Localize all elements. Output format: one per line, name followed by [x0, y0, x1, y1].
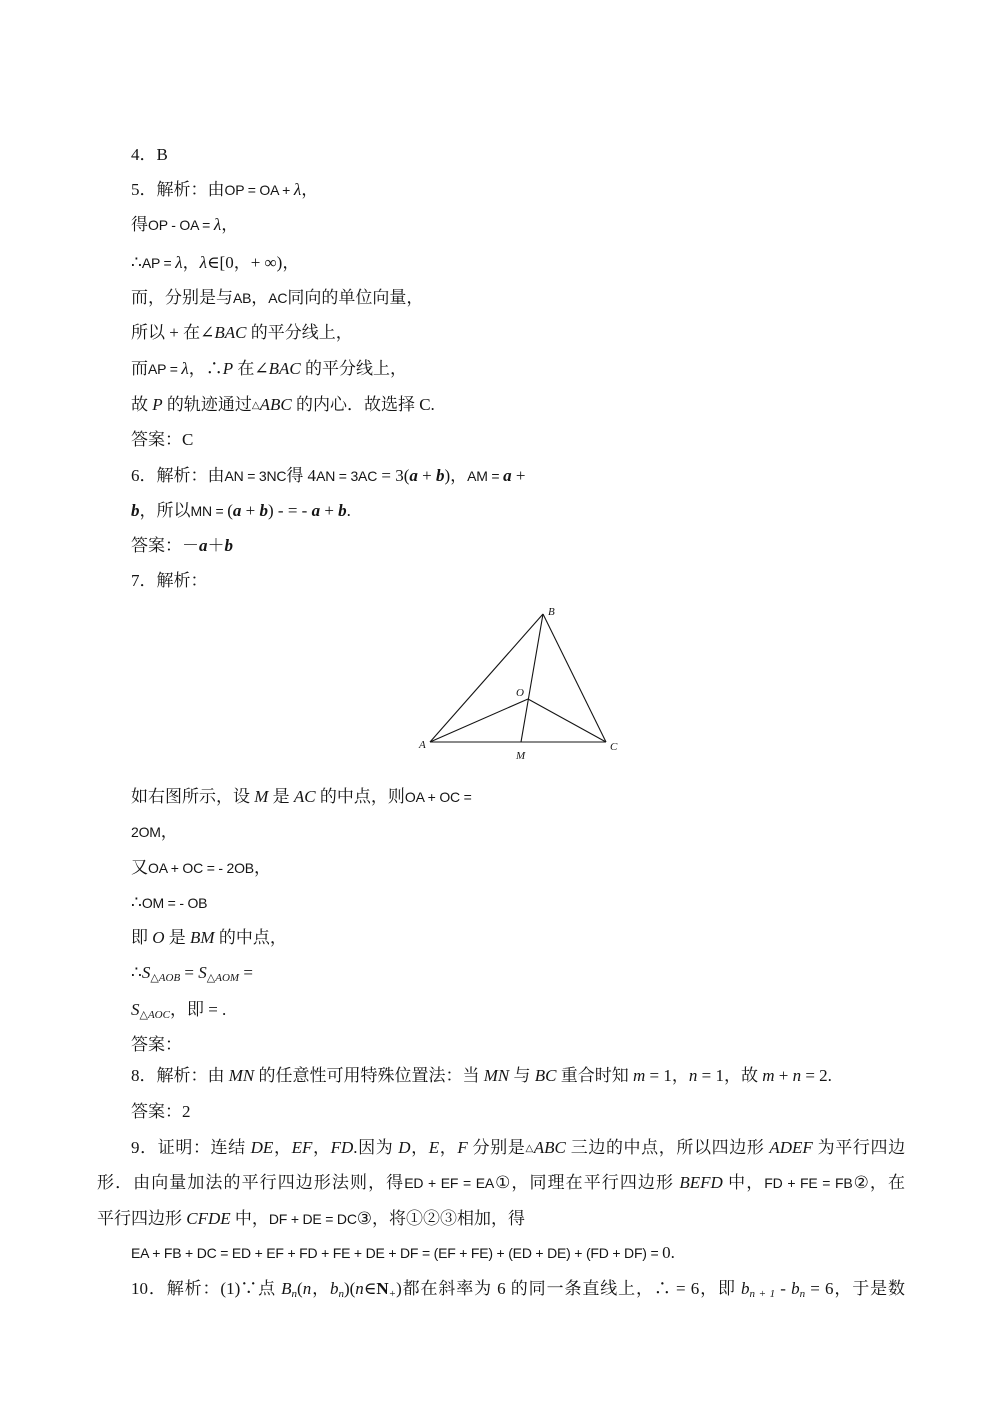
- text-run: 中，: [722, 1173, 765, 1192]
- text-run: 答案：C: [131, 430, 194, 449]
- text-run: △: [525, 1143, 534, 1154]
- text-run: ABC: [533, 1138, 566, 1157]
- text-run: ，∴: [188, 359, 223, 378]
- text-run: = 1，: [645, 1066, 689, 1085]
- text-run: 中，: [230, 1209, 269, 1228]
- text-run: BM: [190, 928, 215, 947]
- text-run: λ: [213, 215, 222, 234]
- text-run: .因为: [353, 1138, 399, 1157]
- text-run: n: [355, 1279, 364, 1298]
- text-run: E: [428, 1138, 440, 1157]
- text-run: λ: [181, 359, 189, 378]
- text-run: ，: [221, 215, 239, 234]
- text-run: ，: [301, 180, 319, 199]
- text-run: 而: [131, 359, 148, 378]
- solution-q7-heading: [131, 569, 208, 593]
- text-run: = 3(: [377, 466, 410, 485]
- text-run: 所以 + 在∠: [131, 323, 215, 342]
- text-run: +: [320, 501, 339, 520]
- text-run: b: [338, 501, 347, 520]
- text-run: a: [199, 536, 208, 555]
- text-run: a: [503, 466, 512, 485]
- solution-q5-line-4: [131, 286, 423, 310]
- text-run: ∴: [131, 253, 142, 272]
- text-run: b: [329, 1279, 339, 1298]
- text-run: AN = 3AC: [316, 468, 378, 484]
- text-run: EA + FB + DC = ED + EF + FD + FE + DE + DF = (EF + FE) + (ED + DE) + (FD + DF) =: [131, 1245, 663, 1261]
- vertex-label-a: A: [419, 739, 426, 751]
- text-run: 三边的中点，所以四边形: [565, 1138, 770, 1157]
- text-run: △AOC: [139, 1009, 170, 1021]
- text-run: ，: [273, 1138, 292, 1157]
- proof-q9-line-2: [97, 1171, 905, 1195]
- text-run: (: [297, 1279, 303, 1298]
- text-run: AN = 3NC: [224, 468, 287, 484]
- vertex-label-c: C: [610, 741, 618, 753]
- text-run: b: [131, 501, 140, 520]
- text-run: N: [376, 1279, 389, 1298]
- text-run: = 1，故: [697, 1066, 763, 1085]
- text-run: D: [398, 1138, 411, 1157]
- segment-bm: [521, 614, 543, 742]
- text-run: OP - OA =: [148, 217, 214, 233]
- text-run: 9．证明：连结: [131, 1138, 251, 1157]
- text-run: P: [222, 359, 234, 378]
- text-run: 在∠: [233, 359, 269, 378]
- vertex-label-b: B: [548, 606, 555, 618]
- text-run: ②，在: [852, 1173, 906, 1192]
- text-run: F: [457, 1138, 468, 1157]
- text-run: ，所以: [139, 501, 191, 520]
- solution-q6-line-2: [131, 499, 351, 523]
- text-run: 的平分线上，: [246, 323, 353, 342]
- text-run: ，: [439, 1138, 458, 1157]
- solution-q7-line-3: [131, 856, 271, 880]
- vertex-label-m: M: [516, 750, 526, 762]
- answer-q7: [131, 1033, 182, 1057]
- text-run: )，: [444, 466, 468, 485]
- text-run: DF + DE = DC: [268, 1211, 357, 1227]
- triangle-figure: [415, 600, 630, 765]
- solution-q7-line-4: [131, 891, 207, 915]
- text-run: MN: [483, 1066, 510, 1085]
- text-run: 的中点，则: [315, 787, 405, 806]
- text-run: 是: [164, 928, 191, 947]
- text-run: 8．解析：由: [131, 1066, 229, 1085]
- text-run: ，: [251, 288, 269, 307]
- text-run: .: [346, 501, 351, 520]
- text-run: CFDE: [186, 1209, 231, 1228]
- text-run: a: [232, 501, 242, 520]
- text-run: 的轨迹通过: [162, 395, 252, 414]
- text-run: ＋: [207, 536, 225, 555]
- text-run: 重合时知: [556, 1066, 633, 1085]
- text-run: b: [259, 501, 268, 520]
- text-run: BC: [534, 1066, 557, 1085]
- side-bc: [543, 614, 606, 742]
- text-run: 的任意性可用特殊位置法：当: [254, 1066, 484, 1085]
- segment-oc: [528, 699, 606, 742]
- answer-q8: [131, 1100, 191, 1124]
- text-run: 10．解析：(1)∵点: [131, 1279, 282, 1298]
- text-run: ) - = -: [268, 501, 312, 520]
- text-run: 0.: [662, 1243, 675, 1262]
- vertex-label-o: O: [516, 687, 524, 699]
- text-run: ③，将①②③相加，得: [356, 1209, 525, 1228]
- text-run: -: [775, 1279, 792, 1298]
- solution-q6-line-1: [131, 464, 525, 488]
- text-run: AB: [233, 290, 252, 306]
- text-run: ∴: [131, 893, 142, 912]
- text-run: +: [388, 1288, 397, 1300]
- text-run: n: [792, 1066, 802, 1085]
- text-run: ABC: [259, 395, 292, 414]
- solution-q5-line-2: [131, 213, 238, 237]
- text-run: P: [152, 395, 163, 414]
- text-run: FD: [330, 1138, 354, 1157]
- solution-q5-line-6: [131, 357, 407, 381]
- text-run: b: [740, 1279, 750, 1298]
- text-run: b: [435, 466, 445, 485]
- text-run: n: [302, 1279, 312, 1298]
- text-run: OA + OC = - 2OB: [148, 860, 254, 876]
- text-run: O: [152, 928, 165, 947]
- text-run: AC: [268, 290, 288, 306]
- text-run: ，即 = .: [169, 1000, 227, 1019]
- text-run: 如右图所示，设: [131, 787, 255, 806]
- text-run: b: [224, 536, 233, 555]
- text-run: n: [338, 1288, 344, 1300]
- text-run: MN: [228, 1066, 255, 1085]
- text-run: ①，同理在平行四边形: [494, 1173, 680, 1192]
- text-run: n: [688, 1066, 698, 1085]
- text-run: 答案：2: [131, 1102, 191, 1121]
- text-run: 的平分线上，: [300, 359, 408, 378]
- text-run: m: [762, 1066, 775, 1085]
- text-run: OM = - OB: [141, 895, 208, 911]
- text-run: AC: [293, 787, 316, 806]
- text-run: λ: [199, 253, 207, 272]
- solution-q5-line-1: [131, 178, 318, 202]
- solution-q7-line-5: [131, 926, 287, 950]
- text-run: △: [251, 400, 260, 411]
- answer-q5: [131, 428, 193, 452]
- text-run: ，: [253, 858, 271, 877]
- solution-q7-line-2: [131, 820, 178, 844]
- text-run: λ: [175, 253, 183, 272]
- text-run: 又: [131, 858, 148, 877]
- text-run: B: [281, 1279, 292, 1298]
- text-run: a: [311, 501, 321, 520]
- text-run: =: [239, 963, 253, 982]
- text-run: DE: [250, 1138, 274, 1157]
- text-run: M: [254, 787, 269, 806]
- text-run: 7．解析：: [131, 571, 208, 590]
- solution-q5-line-3: [131, 251, 299, 275]
- text-run: ，: [410, 1138, 429, 1157]
- solution-q7-line-7: [131, 998, 226, 1022]
- text-run: 故: [131, 395, 153, 414]
- text-run: BAC: [268, 359, 301, 378]
- proof-q9-line-3: [97, 1207, 525, 1231]
- text-run: MN =: [190, 503, 228, 519]
- text-run: AP =: [148, 361, 182, 377]
- text-run: 6．解析：由: [131, 466, 225, 485]
- text-run: ∈[0，+ ∞)，: [206, 253, 300, 272]
- solution-q7-line-1: [131, 785, 472, 809]
- text-run: 得: [131, 215, 148, 234]
- text-run: OA + OC =: [404, 789, 472, 805]
- text-run: +: [241, 501, 260, 520]
- text-run: ED + EF = EA: [404, 1175, 495, 1191]
- text-run: △AOM: [206, 972, 240, 984]
- text-run: 答案：－: [131, 536, 199, 555]
- text-run: 即: [131, 928, 153, 947]
- proof-q9-line-1: [131, 1136, 905, 1160]
- text-run: 答案：: [131, 1035, 182, 1054]
- text-run: n: [291, 1288, 298, 1300]
- text-run: S: [198, 963, 207, 982]
- text-run: ，: [312, 1138, 331, 1157]
- text-run: )(: [343, 1279, 356, 1298]
- text-run: =: [180, 963, 199, 982]
- text-run: 2OM: [131, 824, 161, 840]
- text-run: 形．由向量加法的平行四边形法则，得: [97, 1173, 405, 1192]
- text-run: BEFD: [679, 1173, 723, 1192]
- solution-q5-line-7: [131, 393, 435, 417]
- proof-q9-line-4: [131, 1241, 675, 1265]
- text-run: ，: [311, 1279, 330, 1298]
- text-run: +: [774, 1066, 793, 1085]
- text-run: AP =: [141, 255, 176, 271]
- text-run: 同向的单位向量，: [287, 288, 424, 307]
- text-run: ADEF: [769, 1138, 813, 1157]
- text-run: λ: [293, 180, 302, 199]
- text-run: n: [799, 1288, 806, 1300]
- text-run: 是: [268, 787, 294, 806]
- text-run: n + 1: [749, 1288, 776, 1300]
- text-run: ∴: [131, 963, 142, 982]
- text-run: 5．解析：由: [131, 180, 225, 199]
- text-run: ，: [160, 822, 178, 841]
- text-run: 4．B: [131, 145, 168, 164]
- text-run: = 2.: [801, 1066, 832, 1085]
- text-run: AM =: [467, 468, 504, 484]
- text-run: FD + FE = FB: [764, 1175, 853, 1191]
- text-run: S: [141, 963, 151, 982]
- text-run: 得 4: [286, 466, 317, 485]
- text-run: BAC: [214, 323, 247, 342]
- segment-ao: [430, 699, 528, 742]
- text-run: ∈: [363, 1279, 377, 1298]
- solution-q8: [131, 1064, 832, 1088]
- text-run: 与: [509, 1066, 535, 1085]
- text-run: )都在斜率为 6 的同一条直线上，∴ = 6，即: [396, 1279, 741, 1298]
- text-run: 的内心．故选择 C.: [291, 395, 435, 414]
- text-run: = 6，于是数: [805, 1279, 905, 1298]
- text-run: EF: [291, 1138, 313, 1157]
- text-run: m: [632, 1066, 646, 1085]
- text-run: 的中点，: [214, 928, 287, 947]
- text-run: +: [511, 466, 526, 485]
- answer-q4: [131, 143, 168, 167]
- text-run: 平行四边形: [97, 1209, 187, 1228]
- side-ab: [430, 614, 543, 742]
- text-run: △AOB: [150, 972, 181, 984]
- solution-q5-line-5: [131, 321, 353, 345]
- text-run: 分别是: [467, 1138, 526, 1157]
- text-run: (: [227, 501, 233, 520]
- text-run: +: [417, 466, 436, 485]
- text-run: a: [409, 466, 418, 485]
- solution-q7-line-6: [131, 961, 253, 985]
- text-run: S: [131, 1000, 140, 1019]
- text-run: 而，分别是与: [131, 288, 233, 307]
- text-run: 为平行四边: [812, 1138, 906, 1157]
- solution-q10-line-1: [131, 1277, 905, 1301]
- text-run: OP = OA +: [224, 182, 294, 198]
- text-run: b: [791, 1279, 800, 1298]
- answer-q6: [131, 534, 233, 558]
- text-run: ，: [182, 253, 200, 272]
